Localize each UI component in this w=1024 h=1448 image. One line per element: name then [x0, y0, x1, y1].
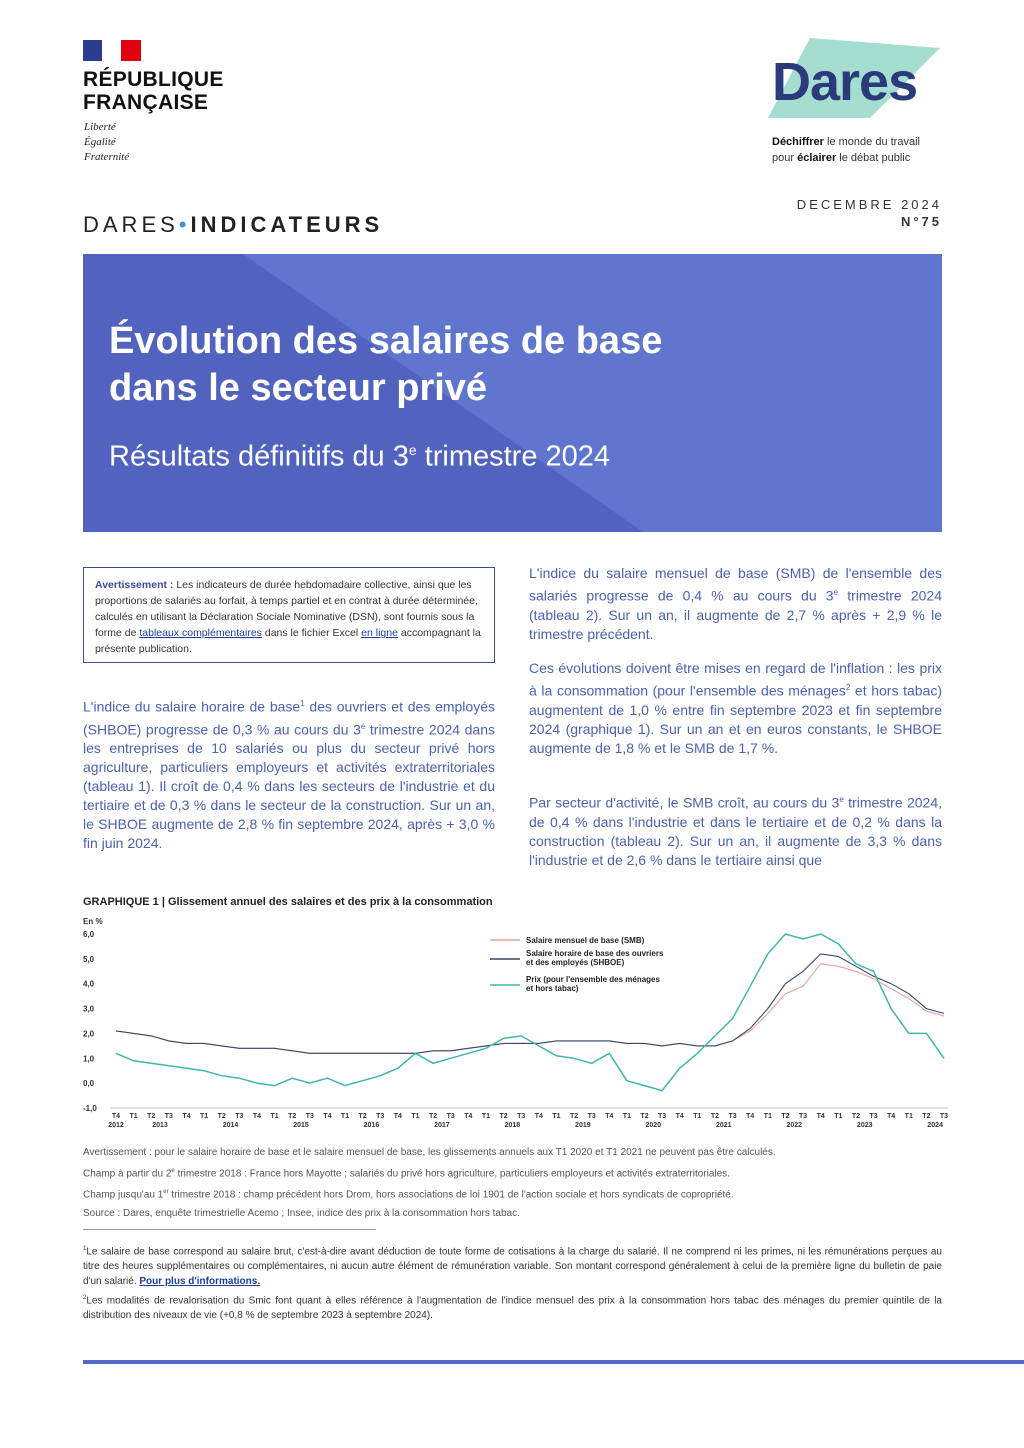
x-quarter-label: T2: [147, 1113, 156, 1120]
series-name: DARES•INDICATEURS: [83, 212, 384, 237]
link-plus-informations[interactable]: Pour plus d'informations.: [139, 1276, 261, 1288]
y-tick-label: 4,0: [83, 979, 95, 989]
x-quarter-label: T2: [358, 1113, 367, 1120]
x-quarter-label: T4: [393, 1113, 402, 1120]
bottom-rule: [83, 1360, 1024, 1364]
chart-notes: [83, 1144, 943, 1223]
legend-shboe-2: et des employés (SHBOE): [526, 958, 625, 967]
devise: Liberté Égalité Fraternité: [84, 121, 130, 163]
paragraph-sectors: Par secteur d'activité, le SMB croît, au cours du 3e trimestre 2024, de 0,4 % dans l'industrie et dans le tertiaire et de 0,2 % dans la construction (tableau 2). Sur un an, il augmente de 3,3 % dans l'industrie et de 2,6 % dans le tertiaire ainsi que: [529, 794, 943, 868]
x-quarter-label: T2: [288, 1113, 297, 1120]
x-quarter-label: T1: [693, 1113, 702, 1120]
x-quarter-label: T1: [481, 1113, 491, 1120]
x-year-label: 2013: [152, 1122, 168, 1129]
x-quarter-label: T3: [658, 1113, 667, 1120]
x-quarter-label: T2: [781, 1113, 790, 1120]
x-quarter-label: T3: [305, 1113, 314, 1120]
x-year-label: 2014: [222, 1122, 239, 1129]
french-flag-logo: [83, 40, 141, 61]
footnote-divider: [83, 1229, 376, 1230]
link-tableaux[interactable]: tableaux complémentaires: [139, 627, 262, 639]
chart-title: GRAPHIQUE 1 | Glissement annuel des salaires et des prix à la consommation: [83, 896, 493, 908]
x-quarter-label: T4: [675, 1113, 684, 1120]
x-year-label: 2024: [927, 1122, 943, 1129]
x-quarter-label: T1: [834, 1113, 843, 1120]
chart-graphique-1: [80, 912, 950, 1132]
x-quarter-label: T1: [340, 1113, 350, 1120]
x-quarter-label: T2: [710, 1113, 720, 1120]
x-year-label: 2022: [786, 1122, 803, 1129]
x-quarter-label: T1: [129, 1113, 138, 1120]
x-quarter-label: T2: [851, 1113, 861, 1120]
x-year-label: 2015: [293, 1122, 309, 1129]
x-year-label: 2021: [715, 1122, 732, 1129]
x-year-label: 2012: [108, 1122, 124, 1129]
x-quarter-label: T1: [622, 1113, 631, 1120]
x-year-label: 2017: [434, 1122, 450, 1129]
paragraph-inflation: Ces évolutions doivent être mises en regard de l'inflation : les prix à la consommation (pour l'ensemble des ménages$^2$ et hors tabac) augmentent de 1,0 % entre fin septembre 2023 et fin septembre 2024 (graphique 1). Sur un an et en euros constants, le SHBOE augmente de 1,8 % et le SMB de 1,7 %.: [529, 660, 942, 756]
y-tick-label: 0,0: [83, 1079, 95, 1089]
chart-ylabel: En %: [83, 917, 103, 926]
x-quarter-label: T4: [534, 1113, 543, 1120]
footnote-2: $^2$Les modalités de revalorisation du Smic font quant à elles référence à l'augmentation de l'indice mensuel des prix à la consommation hors tabac des ménages du premier quintile de la distribution des niveaux de vie (+0,8 % de septembre 2023 à septembre 2024).: [83, 1295, 942, 1322]
x-quarter-label: T2: [217, 1113, 226, 1120]
x-quarter-label: T3: [517, 1113, 526, 1120]
title-banner: [83, 254, 942, 532]
x-quarter-label: T4: [816, 1113, 825, 1120]
x-quarter-label: T4: [464, 1113, 473, 1120]
x-quarter-label: T1: [904, 1113, 913, 1120]
x-quarter-label: T3: [376, 1113, 385, 1120]
x-quarter-label: T2: [499, 1113, 508, 1120]
x-quarter-label: T3: [164, 1113, 173, 1120]
paragraph-shboe: L'indice du salaire horaire de base$^1$ des ouvriers et des employés (SHBOE) progresse de 0,3 % au cours du 3e trimestre 2024 dans les entreprises de 10 salariés ou plus du secteur privé hors agriculture, particuliers employeurs et activités extraterritoriales (tableau 1). Il croît de 0,4 % dans les secteurs de l'industrie et du tertiaire et de 0,3 % dans le secteur de la construction. Sur un an, le SHBOE augmente de 2,8 % fin septembre 2024, après + 3,0 % fin juin 2024.: [83, 698, 495, 852]
legend-prix-2: et hors tabac): [526, 984, 579, 993]
note-source: Source : Dares, enquête trimestrielle Acemo ; Insee, indice des prix à la consommation hors tabac.: [83, 1207, 520, 1219]
y-tick-label: 3,0: [83, 1004, 95, 1014]
legend-prix-1: Prix (pour l'ensemble des ménages: [526, 975, 660, 984]
x-quarter-label: T1: [552, 1113, 561, 1120]
paragraph-smb: L'indice du salaire mensuel de base (SMB) de l'ensemble des salariés progresse de 0,4 % au cours du 3e trimestre 2024 (tableau 2). Sur un an, il augmente de 2,7 % après + 2,9 % le trimestre précédent.: [529, 565, 943, 642]
y-tick-label: 1,0: [83, 1054, 95, 1064]
y-tick-label: 5,0: [83, 954, 95, 964]
x-quarter-label: T2: [569, 1113, 579, 1120]
main-title: Évolution des salaires de base dans le secteur privé: [109, 320, 663, 409]
note-warning: Avertissement : pour le salaire horaire de base et le salaire mensuel de base, les glissements annuels aux T1 2020 et T1 2021 ne peuvent pas être calculés.: [83, 1147, 776, 1158]
x-quarter-label: T3: [798, 1113, 808, 1120]
note-champ-1: Champ à partir du 2e trimestre 2018 : France hors Mayotte ; salariés du privé hors agriculture, particuliers employeurs et activités extraterritoriales.: [83, 1168, 730, 1180]
x-quarter-label: T4: [887, 1113, 896, 1120]
issue-date: DECEMBRE 2024: [796, 197, 942, 212]
x-quarter-label: T1: [199, 1113, 209, 1120]
x-quarter-label: T1: [411, 1113, 420, 1120]
legend-shboe-1: Salaire horaire de base des ouvriers: [526, 949, 664, 958]
x-quarter-label: T2: [922, 1113, 931, 1120]
x-quarter-label: T4: [605, 1113, 614, 1120]
note-champ-2: Champ jusqu'au 1er trimestre 2018 : champ précédent hors Drom, hors associations de loi 1901 de l'action sociale et hors syndicats de copropriété.: [83, 1189, 734, 1201]
dares-logo-text: Dares: [772, 52, 918, 112]
x-quarter-label: T4: [182, 1113, 191, 1120]
y-tick-label: -1,0: [83, 1104, 97, 1113]
x-quarter-label: T3: [939, 1113, 949, 1120]
x-quarter-label: T3: [235, 1113, 244, 1120]
x-quarter-label: T3: [587, 1113, 596, 1120]
issue-info: [797, 196, 942, 230]
x-quarter-label: T4: [746, 1113, 755, 1120]
x-quarter-label: T1: [270, 1113, 279, 1120]
x-year-label: 2020: [645, 1122, 662, 1129]
x-quarter-label: T4: [252, 1113, 262, 1120]
x-quarter-label: T1: [763, 1113, 772, 1120]
x-quarter-label: T3: [869, 1113, 878, 1120]
x-quarter-label: T3: [446, 1113, 455, 1120]
issue-number: N°75: [900, 214, 942, 229]
republique-francaise-wordmark: RÉPUBLIQUE FRANÇAISE: [83, 68, 224, 114]
x-year-label: 2023: [856, 1122, 873, 1129]
y-tick-label: 6,0: [83, 930, 95, 939]
footnote-1: $^1$Le salaire de base correspond au salaire brut, c'est-à-dire avant déduction de toute forme de cotisations à la charge du salarié. Il ne comprend ni les primes, ni les rémunérations perçues au titre des heures supplémentaires ou complémentaires, ni aucun autre élément de rémunération variable. Son montant correspond généralement à celui de la première ligne du bulletin de paie d'un salarié. Pour plus d'informations.: [83, 1246, 942, 1288]
x-year-label: 2019: [575, 1122, 591, 1129]
warning-box: Avertissement : Les indicateurs de durée hebdomadaire collective, ainsi que les proportions de salariés au forfait, à temps partiel et en contrat à durée déterminée, calculés en utilisant la Déclaration Sociale Nominative (DSN), sont fournis sous la forme de tableaux complémentaires dans le fichier Excel en ligne accompagnant la présente publication.: [83, 567, 495, 663]
y-tick-label: 2,0: [83, 1029, 95, 1039]
link-en-ligne[interactable]: en ligne: [361, 627, 398, 639]
legend-smb: Salaire mensuel de base (SMB): [526, 936, 645, 945]
x-year-label: 2016: [363, 1122, 380, 1129]
x-year-label: 2018: [504, 1122, 521, 1129]
x-quarter-label: T4: [323, 1113, 332, 1120]
x-quarter-label: T2: [640, 1113, 649, 1120]
dares-tagline: Déchiffrer le monde du travail pour éclairer le débat public: [772, 136, 920, 164]
subtitle: Résultats définitifs du 3e trimestre 2024: [109, 440, 611, 473]
x-quarter-label: T3: [728, 1113, 737, 1120]
x-quarter-label: T2: [429, 1113, 438, 1120]
series-line-shboe: [116, 954, 944, 1053]
x-quarter-label: T4: [111, 1113, 121, 1120]
